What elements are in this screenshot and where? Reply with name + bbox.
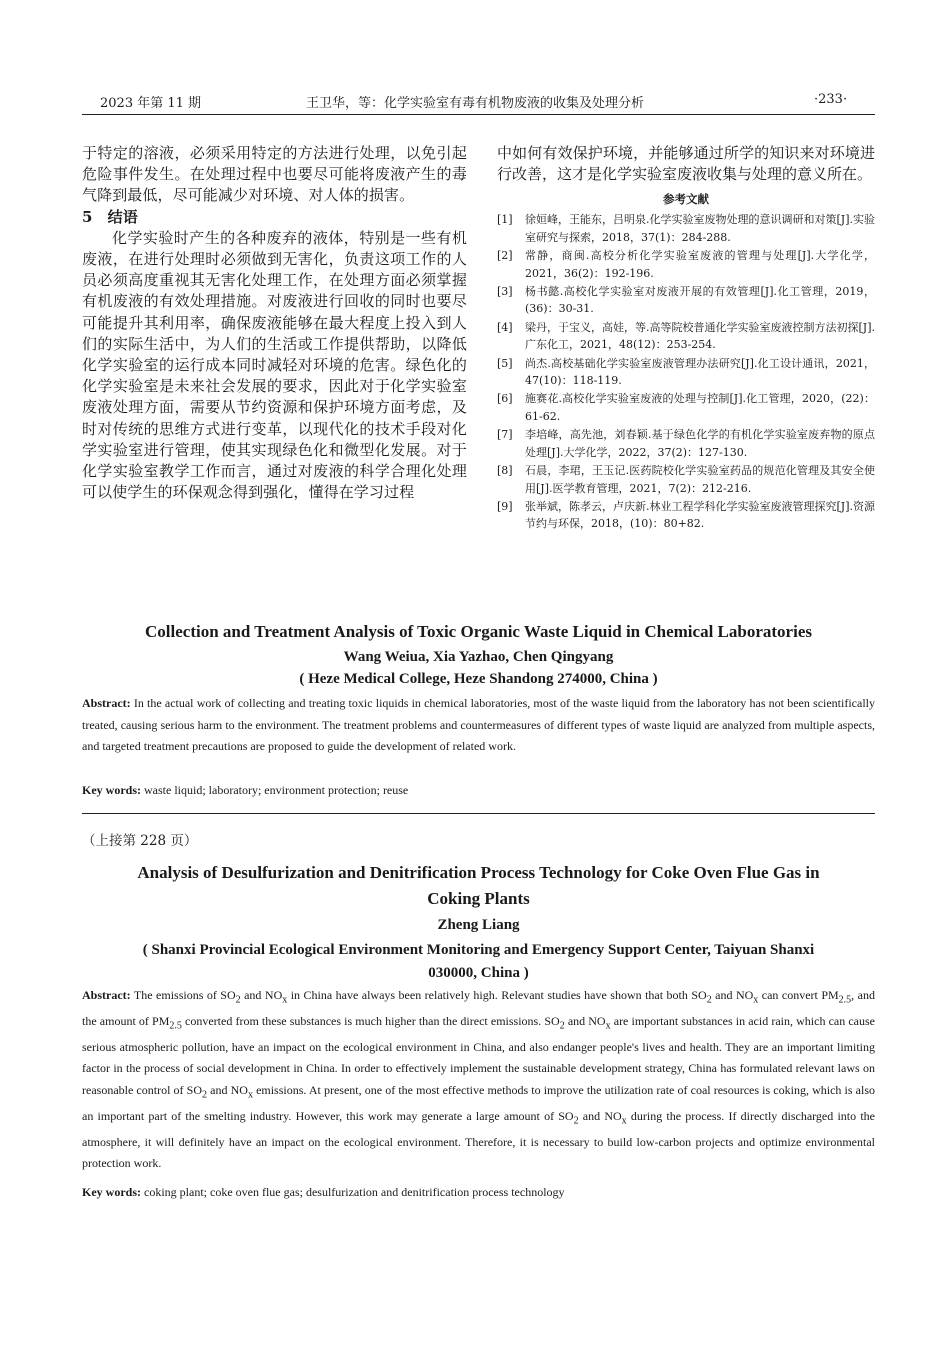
reference-list (497, 211, 875, 532)
article1-authors: Wang Weiua, Xia Yazhao, Chen Qingyang (343, 649, 614, 665)
abstract-text: and NO (711, 988, 754, 1002)
reference-text: 徐姮峰，王能东，吕明泉.化学实验室废物处理的意识调研和对策[J].实验室研究与探索，2018，37(1)：284-288. (525, 213, 875, 244)
continuation-note: （上接第 228 页） (82, 833, 198, 849)
reference-text: 石晨，李珺，王玉记.医药院校化学实验室药品的规范化管理及其安全使用[J].医学教育管理，2021，7(2)：212-216. (525, 464, 875, 495)
subscript: 2 (573, 1115, 579, 1127)
references-title: 参考文献 (663, 192, 709, 207)
right-column (497, 143, 875, 534)
reference-number: [9] (497, 499, 513, 513)
reference-item (497, 498, 875, 533)
reference-number: [4] (497, 320, 513, 334)
abstract-text: The emissions of SO (133, 988, 236, 1002)
subscript: 2 (706, 994, 712, 1006)
article1-keywords (82, 781, 875, 799)
reference-number: [5] (497, 356, 513, 370)
abstract-text: are important substances in acid rain, which can cause serious atmospheric pollution, have an impact on the ecological environment in China, and also endanger people's lives and health. They are an important limiting factor in the process of social development in China. In order to effectively implement the sustainable development strategy, China has formulated relevant laws on reasonable control of SO (82, 1013, 875, 1097)
reference-text: 施赛花.高校化学实验室废液的处理与控制[J].化工管理，2020，(22)：61-62. (525, 392, 875, 423)
abstract-text: and NO (578, 1108, 622, 1123)
subscript: x (282, 994, 288, 1006)
article1-abstract-text: In the actual work of collecting and treating toxic liquids in chemical laboratories, most of the waste liquid from the laboratory has not been scientifically treated, causing serious harm to the environment. The treatment problems and countermeasures of different types of waste liquid are analyzed from multiple aspects, and targeted treatment precautions are proposed to guide the development of related work. (82, 696, 875, 753)
reference-item (497, 319, 875, 354)
reference-item (497, 283, 875, 318)
abstract-text: can convert PM (758, 988, 839, 1002)
keywords-label: Key words: (82, 1185, 141, 1199)
abstract-text: and NO (564, 1013, 606, 1028)
subscript: 2.5 (169, 1020, 182, 1032)
subscript: x (247, 1089, 253, 1101)
section-divider (82, 813, 875, 814)
article1-keywords-text: waste liquid; laboratory; environment protection; reuse (144, 783, 409, 797)
article1-abstract (82, 693, 875, 758)
subscript: x (753, 994, 759, 1006)
subscript: x (605, 1020, 611, 1032)
article2-keywords (82, 1183, 875, 1201)
reference-number: [3] (497, 285, 513, 299)
abstract-label: Abstract: (82, 988, 131, 1002)
reference-number: [6] (497, 392, 513, 406)
left-column (82, 143, 467, 503)
subscript: 2 (202, 1089, 208, 1101)
reference-item (497, 247, 875, 282)
left-paragraph-1: 于特定的溶液，必须采用特定的方法进行处理，以免引起危险事件发生。在处理过程中也要尽可能将废液产生的毒气降到最低，尽可能减少对环境、对人体的损害。 (82, 144, 467, 205)
right-paragraph: 中如何有效保护环境，并能够通过所学的知识来对环境进行改善，这才是化学实验室废液收集与处理的意义所在。 (497, 144, 875, 184)
abstract-text: converted from these substances is much higher than the direct emissions. SO (181, 1013, 560, 1028)
reference-item (497, 211, 875, 246)
keywords-label: Key words: (82, 783, 141, 797)
abstract-text: , and the amount of PM (82, 988, 875, 1028)
section-heading-conclusion: 5 结语 (82, 207, 138, 226)
abstract-text: and NO (207, 1082, 248, 1097)
abstract-label: Abstract: (82, 696, 131, 710)
article2-title-line1: Analysis of Desulfurization and Denitrification Process Technology for Coke Oven Flue Gas in (137, 863, 820, 882)
article2-affiliation-line2: 030000, China ) (428, 965, 529, 981)
reference-item (497, 390, 875, 425)
reference-item (497, 462, 875, 497)
subscript: 2 (235, 994, 241, 1006)
header-issue: 2023 年第 11 期 (100, 96, 202, 111)
reference-number: [2] (497, 249, 513, 263)
abstract-text: in China have always been relatively high. Relevant studies have shown that both SO (287, 988, 707, 1002)
subscript: 2 (559, 1020, 565, 1032)
abstract-text: and NO (240, 988, 283, 1002)
reference-item (497, 355, 875, 390)
article2-title-line2: Coking Plants (427, 889, 530, 908)
reference-text: 常静，商闽.高校分析化学实验室废液的管理与处理[J].大学化学，2021，36(2)：192-196. (525, 249, 875, 280)
subscript: 2.5 (838, 994, 852, 1006)
reference-number: [7] (497, 428, 513, 442)
header-page-number: ·233· (814, 92, 848, 107)
reference-text: 尚杰.高校基础化学实验室废液管理办法研究[J].化工设计通讯，2021，47(10)：118-119. (525, 356, 875, 388)
article2-keywords-text: coking plant; coke oven flue gas; desulfurization and denitrification process technology (144, 1185, 565, 1199)
reference-text: 张举斌，陈孝云，卢庆新.林业工程学科化学实验室废液管理探究[J].资源节约与环保，2018，(10)：80+82. (525, 499, 875, 531)
reference-item (497, 426, 875, 461)
article1-english-title: Collection and Treatment Analysis of Toxic Organic Waste Liquid in Chemical Laboratories (145, 622, 812, 641)
reference-text: 李培峰，高先池，刘春颖.基于绿色化学的有机化学实验室废弃物的原点处理[J].大学化学，2022，37(2)：127-130. (525, 428, 875, 459)
reference-number: [1] (497, 213, 513, 227)
header-running-title: 王卫华，等：化学实验室有毒有机物废液的收集及处理分析 (305, 96, 644, 111)
reference-text: 杨书懿.高校化学实验室对废液开展的有效管理[J].化工管理，2019，(36)：30-31. (525, 285, 875, 316)
article2-abstract (82, 985, 875, 1175)
reference-text: 梁丹，于宝义，高娃，等.高等院校普通化学实验室废液控制方法初探[J].广东化工，2021，48(12)：253-254. (525, 320, 875, 352)
article1-affiliation: ( Heze Medical College, Heze Shandong 274000, China ) (299, 671, 658, 687)
left-paragraph-2: 化学实验时产生的各种废弃的液体，特别是一些有机废液，在进行处理时必须做到无害化，负责这项工作的人员必须高度重视其无害化处理工作，在处理方面必须掌握有机废液的有效处理措施。对废液进行回收的同时也要尽可能提升其利用率，确保废液能够在最大程度上投入到人们的实际生活中，为人们的生活或工作提供帮助，以降低化学实验室的运行成本同时减轻对环境的危害。绿色化的化学实验室是未来社会发展的要求，因此对于化学实验室废液处理方面，需要从节约资源和保护环境方面考虑，及时对传统的思维方式进行变革，以现代化的技术手段对化学实验室进行管理，使其实现绿色化和微型化发展。对于化学实验室教学工作而言，通过对废液的科学合理化处理可以使学生的环保观念得到强化，懂得在学习过程 (82, 228, 467, 502)
reference-number: [8] (497, 464, 513, 478)
subscript: x (621, 1115, 627, 1127)
header-rule (82, 114, 875, 115)
abstract-text: during the process. If directly discharged into the atmosphere, it will definitely have an impact on the ecological environment. Therefore, it is necessary to build low-carbon projects and optimize environmental protection work. (82, 1108, 875, 1171)
article2-author: Zheng Liang (437, 917, 520, 933)
abstract-text: emissions. At present, one of the most effective methods to improve the utilization rate of coal resources is coking, which is also an important part of the smelting industry. However, this work may generate a large amount of SO (82, 1082, 875, 1123)
article2-affiliation-line1: ( Shanxi Provincial Ecological Environment Monitoring and Emergency Support Center, Taiyuan Shanxi (142, 942, 815, 958)
